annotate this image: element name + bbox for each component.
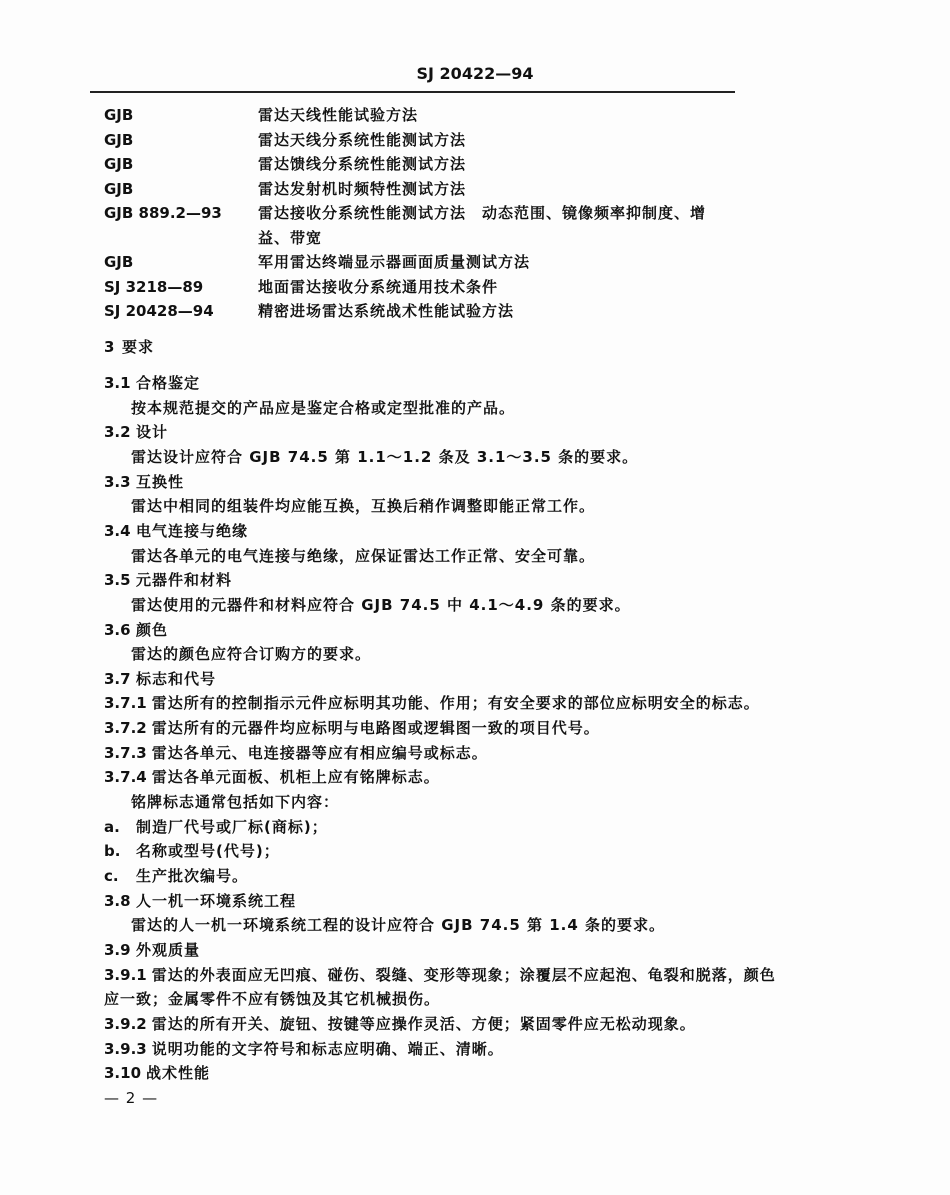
paragraph-row — [131, 792, 339, 812]
reference-title: 雷达天线分系统性能测试方法 — [258, 130, 467, 149]
reference-title: 雷达发射机时频特性测试方法 — [258, 179, 467, 198]
clause-text: 标志和代号 — [136, 669, 217, 688]
clause-text: 生产批次编号。 — [136, 867, 249, 885]
reference-title-continued: 益、带宽 — [258, 228, 323, 247]
clause-text: 雷达各单元、电连接器等应有相应编号或标志。 — [151, 743, 488, 762]
clause-number: 3.6 — [104, 620, 131, 639]
clause-number: 3.4 — [104, 521, 131, 540]
reference-row-continued — [258, 228, 322, 248]
clause-number: 3.9.3 — [104, 1039, 147, 1058]
clause-number: 3.3 — [104, 472, 131, 491]
clause-row — [104, 767, 440, 787]
clause-text: 说明功能的文字符号和标志应明确、端正、清晰。 — [151, 1039, 504, 1058]
clause-number: 3.1 — [104, 374, 131, 392]
reference-row — [104, 301, 514, 321]
paragraph-continued: 应一致；金属零件不应有锈蚀及其它机械损伤。 — [104, 990, 441, 1009]
clause-row — [104, 1039, 504, 1059]
paragraph-text: 铭牌标志通常包括如下内容： — [131, 793, 340, 812]
clause-text: 雷达各单元面板、机柜上应有铭牌标志。 — [151, 768, 440, 787]
paragraph-row — [131, 595, 631, 615]
reference-code: GJB — [104, 179, 134, 198]
clause-number: 3.9.1 — [104, 965, 147, 984]
clause-row — [104, 472, 184, 492]
paragraph-text: 雷达的颜色应符合订购方的要求。 — [131, 645, 372, 664]
reference-code: GJB — [104, 155, 134, 173]
clause-text: 电气连接与绝缘 — [136, 521, 249, 540]
clause-text: 元器件和材料 — [136, 571, 233, 590]
paragraph-text: 雷达设计应符合 GJB 74.5 第 1.1～1.2 条及 3.1～3.5 条的要求。 — [131, 447, 639, 466]
reference-title: 雷达接收分系统性能测试方法 动态范围、镜像频率抑制度、增 — [258, 204, 707, 222]
reference-row — [104, 179, 466, 199]
paragraph-row — [131, 496, 595, 516]
paragraph-text: 雷达中相同的组装件均应能互换，互换后稍作调整即能正常工作。 — [131, 497, 596, 516]
clause-text: 互换性 — [136, 472, 185, 491]
clause-text: 战术性能 — [146, 1064, 211, 1083]
clause-number: 3.9 — [104, 940, 131, 959]
section-heading — [104, 337, 154, 357]
paragraph-continued-row — [104, 989, 440, 1009]
clause-text: 雷达所有的控制指示元件应标明其功能、作用；有安全要求的部位应标明安全的标志。 — [151, 694, 760, 713]
clause-number: 3.9.2 — [104, 1014, 147, 1033]
paragraph-row — [131, 644, 371, 664]
page-footer — [104, 1088, 158, 1108]
clause-row — [104, 693, 760, 713]
clause-row — [104, 373, 200, 393]
paragraph-text: 雷达各单元的电气连接与绝缘，应保证雷达工作正常、安全可靠。 — [131, 546, 596, 565]
reference-row — [104, 154, 466, 174]
reference-row — [104, 277, 498, 297]
clause-text: 雷达的外表面应无凹痕、碰伤、裂缝、变形等现象；涂覆层不应起泡、龟裂和脱落，颜色 — [151, 965, 776, 984]
clause-text: 设计 — [136, 423, 169, 442]
clause-row — [104, 817, 328, 837]
clause-row — [104, 570, 232, 590]
clause-row — [104, 891, 296, 911]
paragraph-row — [131, 447, 638, 467]
reference-row — [104, 203, 706, 223]
clause-number: 3.7 — [104, 669, 131, 688]
document-number-header: SJ 20422—94 — [416, 64, 534, 83]
clause-row — [104, 743, 488, 763]
clause-row — [104, 1063, 210, 1083]
clause-row — [104, 718, 600, 738]
clause-row — [104, 1014, 696, 1034]
clause-row — [104, 841, 280, 861]
reference-row — [104, 130, 466, 150]
clause-row — [104, 965, 776, 985]
clause-text: 颜色 — [136, 620, 169, 639]
clause-text: 雷达的所有开关、旋钮、按键等应操作灵活、方便；紧固零件应无松动现象。 — [151, 1014, 696, 1033]
clause-number: 3.7.1 — [104, 694, 147, 713]
clause-text: 合格鉴定 — [136, 374, 201, 392]
clause-number: 3.2 — [104, 423, 131, 442]
reference-row — [104, 252, 530, 272]
clause-row — [104, 669, 216, 689]
clause-number: c. — [104, 867, 119, 885]
reference-code: GJB — [104, 253, 134, 271]
clause-row — [104, 422, 168, 442]
paragraph-row — [131, 915, 665, 935]
reference-title: 雷达天线性能试验方法 — [258, 106, 419, 124]
reference-code: SJ 3218—89 — [104, 277, 204, 296]
clause-number: 3.10 — [104, 1064, 142, 1083]
reference-title: 精密进场雷达系统战术性能试验方法 — [258, 302, 515, 320]
reference-row — [104, 105, 418, 125]
reference-code: SJ 20428—94 — [104, 302, 214, 320]
reference-title: 雷达馈线分系统性能测试方法 — [258, 155, 467, 173]
section-title: 要求 — [122, 338, 155, 356]
reference-title: 军用雷达终端显示器画面质量测试方法 — [258, 253, 531, 271]
clause-number: 3.7.3 — [104, 743, 147, 762]
clause-text: 外观质量 — [136, 940, 201, 959]
clause-text: 名称或型号(代号)； — [136, 842, 280, 861]
clause-number: 3.5 — [104, 571, 131, 590]
reference-code: GJB — [104, 106, 134, 124]
paragraph-row — [131, 546, 595, 566]
paragraph-text: 雷达使用的元器件和材料应符合 GJB 74.5 中 4.1～4.9 条的要求。 — [131, 595, 631, 614]
clause-number: 3.7.4 — [104, 768, 147, 787]
clause-number: a. — [104, 817, 120, 836]
clause-row — [104, 521, 248, 541]
paragraph-text: 按本规范提交的产品应是鉴定合格或定型批准的产品。 — [131, 398, 516, 417]
clause-number: 3.8 — [104, 891, 131, 910]
clause-row — [104, 940, 200, 960]
reference-title: 地面雷达接收分系统通用技术条件 — [258, 277, 499, 296]
clause-text: 人一机一环境系统工程 — [136, 891, 297, 910]
clause-number: b. — [104, 842, 121, 861]
clause-text: 雷达所有的元器件均应标明与电路图或逻辑图一致的项目代号。 — [151, 719, 600, 738]
clause-row — [104, 866, 248, 886]
section-number: 3 — [104, 338, 115, 356]
header-rule — [90, 91, 735, 93]
page-number: — 2 — — [104, 1089, 159, 1107]
clause-number: 3.7.2 — [104, 719, 147, 738]
paragraph-text: 雷达的人一机一环境系统工程的设计应符合 GJB 74.5 第 1.4 条的要求。 — [131, 916, 666, 935]
clause-row — [104, 620, 168, 640]
clause-text: 制造厂代号或厂标(商标)； — [136, 817, 328, 836]
reference-code: GJB 889.2—93 — [104, 204, 222, 222]
paragraph-row — [131, 398, 515, 418]
reference-code: GJB — [104, 130, 134, 149]
